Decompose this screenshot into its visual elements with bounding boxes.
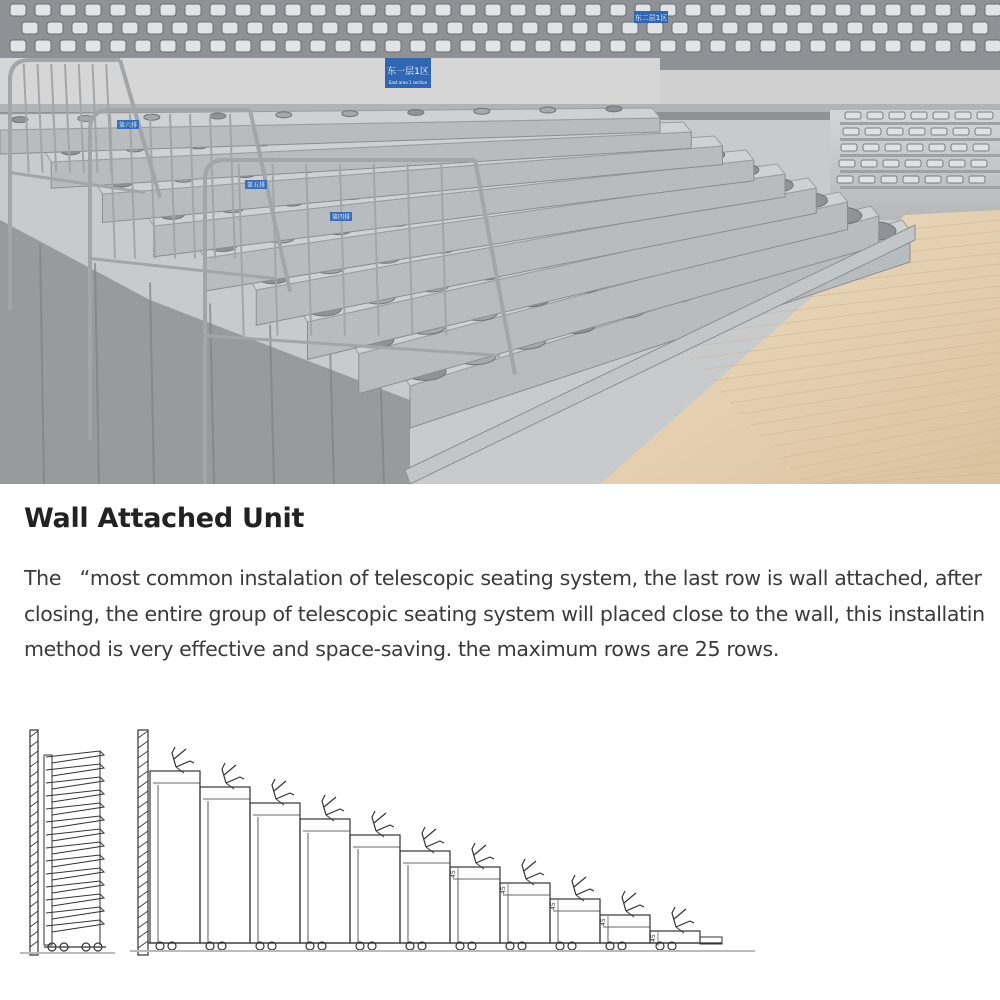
right-sign: 东二层1区 <box>634 14 668 22</box>
closed-unit-drawing <box>20 730 115 955</box>
row-tag-2: 第五排 <box>246 182 266 189</box>
section-heading: Wall Attached Unit <box>24 503 305 534</box>
row-tag-3: 第四排 <box>331 214 351 221</box>
svg-text:45: 45 <box>650 934 657 942</box>
svg-text:45: 45 <box>450 870 457 878</box>
svg-text:45: 45 <box>550 902 557 910</box>
description-paragraph: The “most common instalation of telescopic seating system, the last row is wall attached, after closing, the entire group of telescopic seating system will placed close to the wall, this installatin method is very effective and space-saving. the maximum rows are 25 rows. <box>24 566 985 661</box>
svg-text:45: 45 <box>500 886 507 894</box>
open-unit-drawing <box>130 730 755 955</box>
row-tag-1: 第六排 <box>118 122 138 129</box>
telescopic-seating-photo <box>0 0 1000 484</box>
upper-sign-small: East area 1 section <box>388 80 428 85</box>
svg-text:45: 45 <box>600 918 607 926</box>
rise-dimension-labels <box>450 868 658 946</box>
seating-section-diagram <box>0 715 1000 965</box>
upper-sign: 东一层1区 <box>387 67 429 77</box>
